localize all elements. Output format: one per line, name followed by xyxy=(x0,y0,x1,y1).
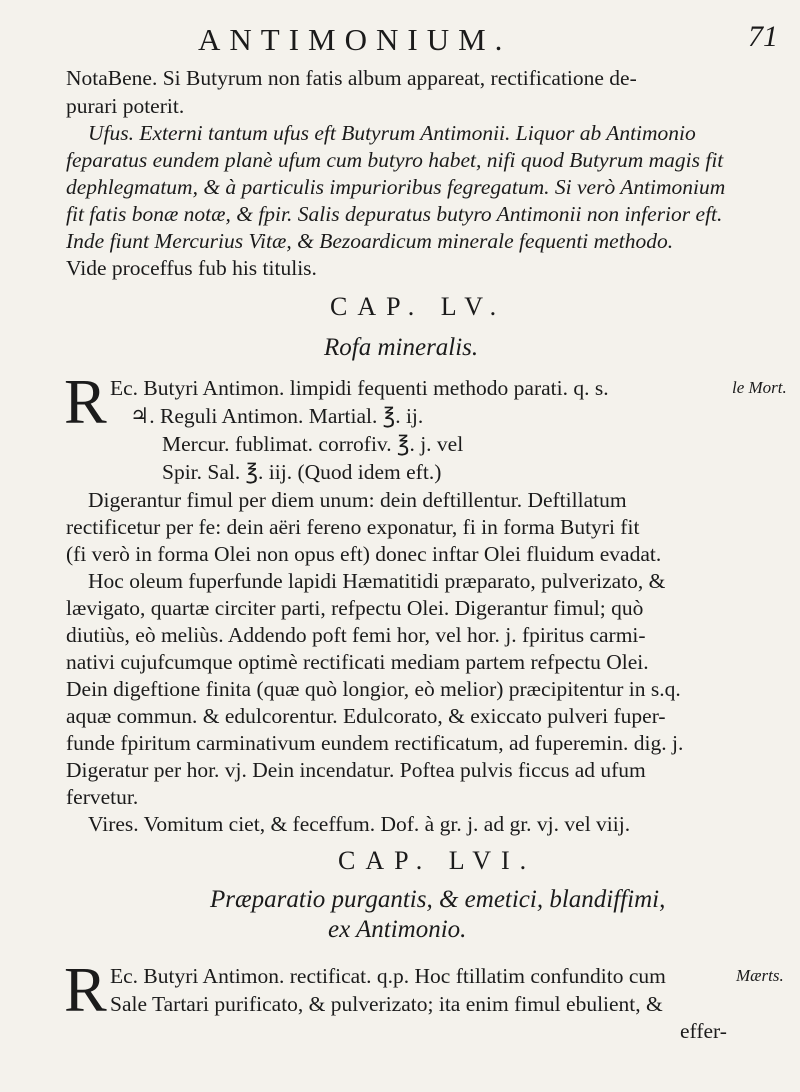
drop-cap: R xyxy=(64,954,107,1025)
text-line: fit fatis bonæ notæ, & fpir. Salis depuratus butyro Antimonii non inferior eft. xyxy=(66,202,723,226)
text-line: fervetur. xyxy=(66,785,139,809)
chapter-title: Rofa mineralis. xyxy=(324,334,479,361)
catchword: effer- xyxy=(680,1019,727,1043)
margin-note: le Mort. xyxy=(732,378,787,397)
text-line: Ufus. Externi tantum ufus eft Butyrum Antimonii. Liquor ab Antimonio xyxy=(88,121,696,145)
margin-note: Mærts. xyxy=(736,966,784,985)
text-line: Vide proceffus fub his titulis. xyxy=(66,256,317,280)
text-line: (fi verò in forma Olei non opus eft) donec inftar Olei fluidum evadat. xyxy=(66,542,662,566)
text-line: aquæ commun. & edulcorentur. Edulcorato, & exiccato pulveri fuper- xyxy=(66,704,666,728)
text-line: funde fpiritum carminativum eundem rectificatum, ad fuperemin. dig. j. xyxy=(66,731,684,755)
vires-line: Vires. Vomitum ciet, & feceffum. Dof. à gr. j. ad gr. vj. vel viij. xyxy=(88,812,631,836)
recipe-line: Spir. Sal. ℥. iij. (Quod idem eft.) xyxy=(162,460,442,484)
text-line: nativi cujufcumque optimè rectificati mediam partem refpectu Olei. xyxy=(66,650,649,674)
text-line: Digeratur per hor. vj. Dein incendatur. Poftea pulvis ficcus ad ufum xyxy=(66,758,646,782)
text-line: NotaBene. Si Butyrum non fatis album appareat, rectificatione de- xyxy=(66,66,637,90)
recipe-line: Ec. Butyri Antimon. limpidi fequenti methodo parati. q. s. xyxy=(110,376,609,400)
text-line: feparatus eundem planè ufum cum butyro habet, nifi quod Butyrum magis fit xyxy=(66,148,724,172)
text-line: Dein digeftione finita (quæ quò longior, eò melior) præcipitentur in s.q. xyxy=(66,677,681,701)
text-line: Inde fiunt Mercurius Vitæ, & Bezoardicum minerale fequenti methodo. xyxy=(66,229,674,253)
chapter-heading: CAP. LVI. xyxy=(338,846,537,875)
recipe-line: Mercur. fublimat. corrofiv. ℥. j. vel xyxy=(162,432,464,456)
text-line: purari poterit. xyxy=(66,94,185,118)
text-line: dephlegmatum, & à particulis impurioribus fegregatum. Si verò Antimonium xyxy=(66,175,726,199)
page-number: 71 xyxy=(748,20,778,53)
chapter-title: ex Antimonio. xyxy=(328,916,467,943)
text-line: lævigato, quartæ circiter parti, refpectu Olei. Digerantur fimul; quò xyxy=(66,596,644,620)
page-header xyxy=(0,12,800,56)
running-head: ANTIMONIUM. xyxy=(198,22,512,57)
text-line: Ec. Butyri Antimon. rectificat. q.p. Hoc ftillatim confundito cum xyxy=(110,964,666,988)
chapter-heading: CAP. LV. xyxy=(330,292,507,321)
text-line: Hoc oleum fuperfunde lapidi Hæmatitidi præparato, pulverizato, & xyxy=(88,569,666,593)
text-line: diutiùs, eò meliùs. Addendo poft femi hor, vel hor. j. fpiritus carmi- xyxy=(66,623,646,647)
recipe-line: ♃. Reguli Antimon. Martial. ℥. ij. xyxy=(130,404,424,428)
text-line: Digerantur fimul per diem unum: dein deftillentur. Deftillatum xyxy=(88,488,627,512)
chapter-title: Præparatio purgantis, & emetici, blandiffimi, xyxy=(210,886,666,913)
text-line: rectificetur per fe: dein aëri fereno exponatur, fi in forma Butyri fit xyxy=(66,515,640,539)
text-line: Sale Tartari purificato, & pulverizato; ita enim fimul ebulient, & xyxy=(110,992,663,1016)
drop-cap: R xyxy=(64,366,107,437)
